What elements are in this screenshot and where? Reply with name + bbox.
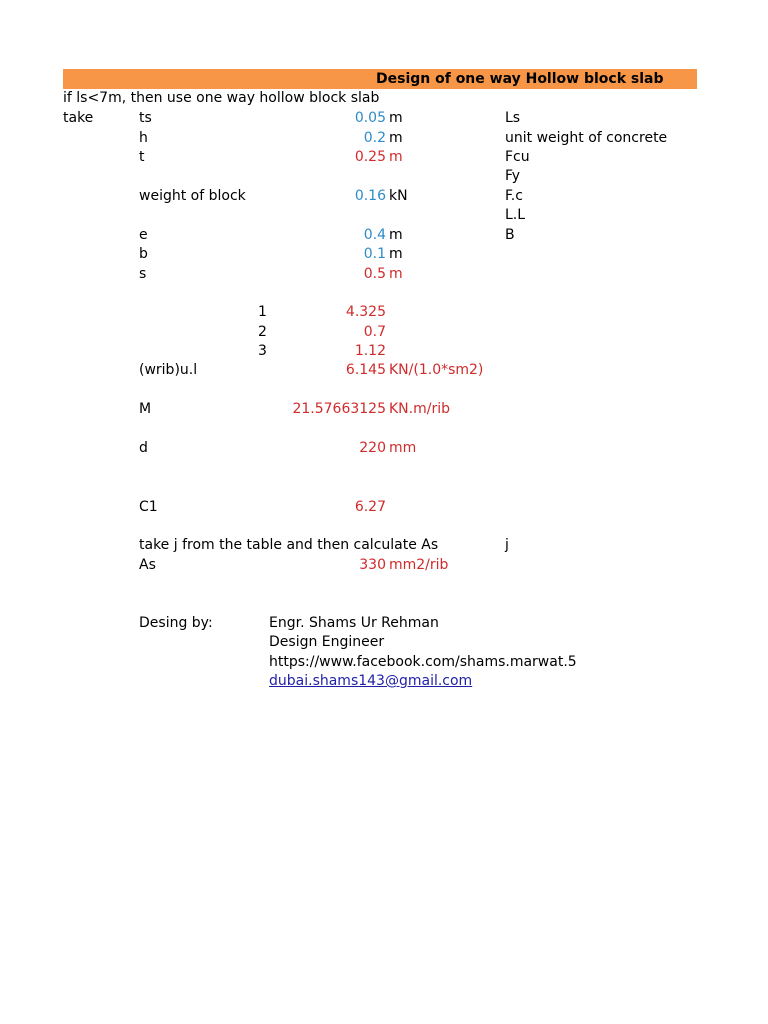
param-h-unit: m xyxy=(389,130,403,146)
credits-facebook: https://www.facebook.com/shams.marwat.5 xyxy=(269,654,577,670)
right-label-ls: Ls xyxy=(505,110,521,126)
param-t-value: 0.25 xyxy=(354,149,386,165)
param-h-value: 0.2 xyxy=(363,130,386,146)
param-b-value: 0.1 xyxy=(363,246,386,262)
param-weight-value: 0.16 xyxy=(354,188,386,204)
right-label-fcu: Fcu xyxy=(505,149,530,165)
title-bar xyxy=(63,69,697,89)
param-t-label: t xyxy=(139,149,145,165)
right-label-ll: L.L xyxy=(505,207,526,223)
moment-unit: KN.m/rib xyxy=(389,401,450,417)
load-value-2: 0.7 xyxy=(363,324,386,340)
param-s-unit: m xyxy=(389,266,403,282)
load-value-1: 4.325 xyxy=(345,304,386,320)
credits-name: Engr. Shams Ur Rehman xyxy=(269,615,439,631)
param-ts-label: ts xyxy=(139,110,152,126)
param-ts-unit: m xyxy=(389,110,403,126)
param-weight-label: weight of block xyxy=(139,188,246,204)
param-b-label: b xyxy=(139,246,148,262)
as-value: 330 xyxy=(359,557,386,573)
moment-value: 21.57663125 xyxy=(292,401,386,417)
param-s-value: 0.5 xyxy=(363,266,386,282)
load-value-3: 1.12 xyxy=(354,343,386,359)
right-label-fc: F.c xyxy=(505,188,523,204)
take-label: take xyxy=(63,110,94,126)
credits-role: Design Engineer xyxy=(269,634,385,650)
intro-text: if ls<7m, then use one way hollow block slab xyxy=(63,90,380,106)
param-s-label: s xyxy=(139,266,147,282)
param-e-label: e xyxy=(139,227,148,243)
wrib-value: 6.145 xyxy=(345,362,386,378)
as-label: As xyxy=(139,557,156,573)
param-b-unit: m xyxy=(389,246,403,262)
depth-unit: mm xyxy=(389,440,417,456)
param-e-value: 0.4 xyxy=(363,227,386,243)
right-label-unit-weight: unit weight of concrete xyxy=(505,130,668,146)
depth-value: 220 xyxy=(359,440,386,456)
moment-label: M xyxy=(139,401,152,417)
credits-email-link[interactable]: dubai.shams143@gmail.com xyxy=(269,673,473,689)
depth-label: d xyxy=(139,440,148,456)
c1-label: C1 xyxy=(139,499,158,515)
wrib-label: (wrib)u.l xyxy=(139,362,198,378)
param-weight-unit: kN xyxy=(389,188,408,204)
credits-label: Desing by: xyxy=(139,615,213,631)
right-label-fy: Fy xyxy=(505,168,521,184)
wrib-unit: KN/(1.0*sm2) xyxy=(389,362,484,378)
param-h-label: h xyxy=(139,130,148,146)
right-label-b: B xyxy=(505,227,515,243)
load-index-3: 3 xyxy=(258,343,267,359)
sheet-title: Design of one way Hollow block slab xyxy=(376,71,664,87)
load-index-2: 2 xyxy=(258,324,267,340)
param-ts-value: 0.05 xyxy=(354,110,386,126)
param-t-unit: m xyxy=(389,149,403,165)
take-j-text: take j from the table and then calculate As xyxy=(139,537,439,553)
param-e-unit: m xyxy=(389,227,403,243)
c1-value: 6.27 xyxy=(354,499,386,515)
j-label: j xyxy=(505,537,509,553)
as-unit: mm2/rib xyxy=(389,557,449,573)
load-index-1: 1 xyxy=(258,304,267,320)
